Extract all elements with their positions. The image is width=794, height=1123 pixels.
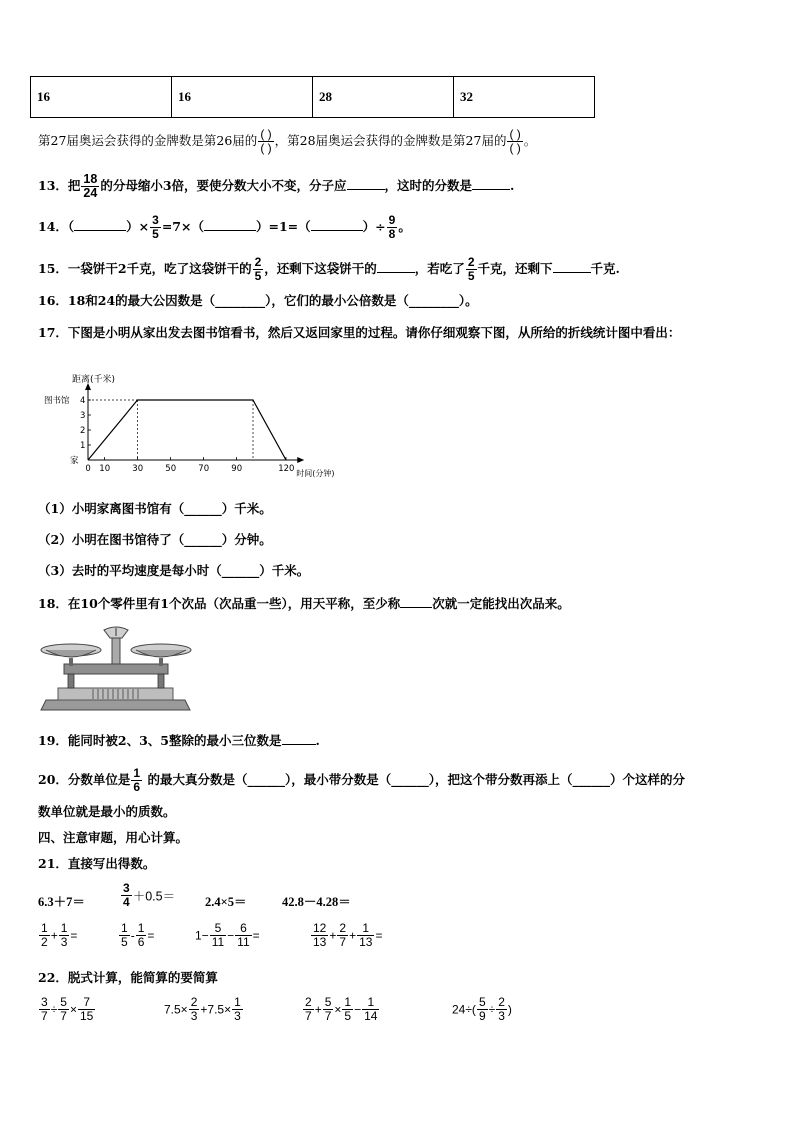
fraction-denominator: 3 [60,935,68,949]
calc-item [310,922,382,949]
fraction-denominator: 3 [190,1009,198,1023]
operator: + [50,928,58,943]
fraction-numerator: 2 [305,995,312,1009]
x-tick-label: 0 [85,464,91,474]
fraction [39,922,50,949]
fraction-denominator: 14 [364,1009,378,1023]
fraction-numerator: 9 [388,213,396,227]
fraction-numerator: 2 [467,255,475,269]
fraction-numerator: 1 [41,921,48,935]
fraction-denominator: 13 [359,935,373,949]
question-17-2: （2）小明在图书馆待了（______）分钟。 [38,532,272,547]
fraction-numerator: 1 [137,921,145,935]
fraction-numerator: ( ) [260,127,272,141]
fraction-denominator: 5 [121,935,128,949]
calc-item: 2.4×5＝ [205,895,247,909]
calc-item [38,922,77,949]
fraction-numerator: 1 [121,921,128,935]
fraction-denominator: 3 [498,1009,505,1023]
question-17-1: （1）小明家离图书馆有（______）千米。 [38,501,272,516]
fraction-denominator: 24 [83,186,98,200]
y-label-library: 图书馆 [44,396,70,406]
fraction [58,996,69,1023]
table-row [31,77,595,118]
answer-blank[interactable] [377,260,415,273]
question-22: 22．脱式计算，能简算的要简算 [38,970,218,985]
question-text: ）=1=（ [255,219,311,234]
table-cell: 28 [313,77,454,118]
operand: 7.5× [164,1002,188,1017]
operand: 24÷( [452,1002,476,1017]
y-tick-label: 4 [80,396,86,406]
calc-item [120,882,175,909]
operator: + [349,928,357,943]
balance-scale-image [38,622,193,714]
operator: − [227,928,235,943]
question-number: 14．（ [38,219,75,234]
table-cell: 16 [31,77,172,118]
question-text: 的最大真分数是（______），最小带分数是（______），把这个带分数再添上（______）个这样的分 [143,772,685,787]
operand: ) [507,1002,512,1017]
y-axis-label: 距离(千米) [72,375,116,385]
operator: - [130,928,135,943]
answer-blank[interactable] [400,595,432,608]
fraction [466,256,477,283]
fraction-numerator: 5 [324,995,332,1009]
fraction-numerator: ( ) [509,127,521,141]
x-tick-label: 70 [198,464,210,474]
calc-item [452,996,512,1023]
question-15 [38,256,620,283]
calc-item: 6.3＋7＝ [38,895,85,909]
table-cell: 32 [454,77,595,118]
fraction-numerator: 6 [240,921,247,935]
fraction-numerator: 5 [478,995,486,1009]
fraction [131,767,142,794]
fraction-denominator: 8 [388,227,396,241]
medal-table [30,76,595,118]
fraction [311,922,328,949]
fraction-numerator: 1 [133,766,141,780]
answer-blank[interactable] [472,177,510,190]
fraction [357,922,374,949]
x-axis-label: 时间(分钟) [296,469,335,478]
fraction [39,996,50,1023]
question-text: 千克，还剩下 [477,261,553,276]
fraction-denominator: 5 [152,227,159,241]
x-tick-label: 50 [165,464,177,474]
question-text: 。 [398,219,411,234]
operator: = [252,928,260,943]
fraction-numerator: 1 [234,995,241,1009]
fraction-denominator: 9 [478,1009,486,1023]
answer-blank[interactable] [204,218,256,231]
fraction-numerator: 5 [60,995,67,1009]
question-number: 13．把 [38,178,81,193]
fraction [136,922,147,949]
fraction-denominator: 6 [137,935,145,949]
operator: − [354,1002,362,1017]
fraction [387,214,398,241]
x-axis-arrow [297,457,304,463]
fraction-denominator: 15 [79,1009,94,1023]
fraction-denominator: 2 [41,935,48,949]
fraction-denominator: 7 [41,1009,48,1023]
fraction [323,996,334,1023]
question-text: ，若吃了 [414,261,465,276]
question-text: 20．分数单位是 [38,772,131,787]
fraction-denominator: 5 [254,269,262,283]
operator: + [329,928,337,943]
operand: 1− [195,928,209,943]
y-tick-label: 2 [80,426,86,436]
blank-fraction [258,128,273,155]
fraction-denominator: 7 [60,1009,67,1023]
fraction [210,922,226,949]
fraction-denominator: 6 [133,780,141,794]
fraction [342,996,353,1023]
question-text: 19．能同时被2、3、5整除的最小三位数是 [38,733,282,748]
question-text: ）÷ [362,219,386,234]
fraction-numerator: 5 [214,921,222,935]
calc-item [164,996,244,1023]
y-tick-label: 3 [80,411,86,421]
calc-item [195,922,260,949]
x-tick-label: 10 [99,464,111,474]
operator: + [314,1002,322,1017]
x-tick-label: 30 [132,464,144,474]
fraction [362,996,379,1023]
question-text: ，还剩下这袋饼干的 [264,261,377,276]
question-text: ，这时的分数是 [384,178,473,193]
calc-text: ＋0.5＝ [132,889,176,904]
fraction [78,996,95,1023]
question-text: 次就一定能找出次品来。 [432,596,570,611]
calc-item [38,996,96,1023]
question-text: . [315,733,320,748]
fraction-numerator: 1 [367,995,375,1009]
fraction-numerator: 2 [339,921,347,935]
fraction-denominator: 11 [237,935,250,949]
fraction-numerator: 2 [190,995,198,1009]
fraction-denominator: 11 [211,935,225,949]
x-tick-label: 90 [231,464,243,474]
question-18 [38,595,570,612]
fraction [303,996,314,1023]
question-text: 。 [523,133,537,148]
operator: = [375,928,383,943]
y-label-home: 家 [70,456,79,466]
question-20 [38,767,685,794]
fraction-numerator: 1 [362,921,370,935]
question-text: 千克. [590,261,620,276]
question-text: 15．一袋饼干2千克，吃了这袋饼干的 [38,261,252,276]
question-olympic [38,128,536,155]
table-cell: 16 [172,77,313,118]
blank-fraction [507,128,522,155]
answer-blank[interactable] [347,177,385,190]
question-14 [38,214,411,241]
fraction [253,256,264,283]
question-text: 的分母缩小3倍，要使分数大小不变，分子应 [100,178,347,193]
question-20-cont: 数单位就是最小的质数。 [38,804,176,819]
fraction-denominator: ( ) [509,141,521,155]
fraction [81,173,99,200]
question-text: 第27届奥运会获得的金牌数是第26届的 [38,133,258,148]
fraction [337,922,348,949]
question-17: 17．下图是小明从家出发去图书馆看书，然后又返回家里的过程。请你仔细观察下图，从所给的折线统计图中看出： [38,325,681,340]
fraction-denominator: 7 [339,935,347,949]
operator: × [69,1002,77,1017]
fraction-numerator: 2 [254,255,262,269]
question-text: ，第28届奥运会获得的金牌数是第27届的 [274,133,507,148]
fraction-denominator: 5 [467,269,475,283]
fraction-numerator: 1 [344,995,352,1009]
question-13 [38,173,514,200]
question-text: ）× [126,219,150,234]
fraction [59,922,70,949]
question-text: . [510,178,515,193]
answer-blank[interactable] [553,260,591,273]
fraction [121,882,132,909]
fraction [477,996,488,1023]
fraction-denominator: 13 [313,935,327,949]
operator: × [334,1002,342,1017]
question-text: =7×（ [161,219,204,234]
x-tick-label: 120 [278,464,295,474]
series-line [88,400,286,460]
operator: +7.5× [200,1002,232,1017]
fraction [119,922,130,949]
fraction-numerator: 1 [60,921,68,935]
fraction-denominator: ( ) [260,141,272,155]
fraction-denominator: 7 [305,1009,312,1023]
fraction [189,996,200,1023]
fraction-denominator: 3 [234,1009,241,1023]
fraction-denominator: 7 [324,1009,332,1023]
distance-time-chart [36,350,335,490]
operator: ÷ [488,1002,496,1017]
fraction-numerator: 3 [41,995,48,1009]
question-21: 21．直接写出得数。 [38,856,156,871]
section-title: 四、注意审题，用心计算。 [38,830,189,845]
answer-blank[interactable] [311,218,363,231]
fraction-denominator: 4 [123,895,130,909]
question-16: 16．18和24的最大公因数是（________），它们的最小公倍数是（________）。 [38,293,478,308]
fraction-numerator: 2 [498,995,505,1009]
operator: ÷ [50,1002,58,1017]
fraction-numerator: 7 [83,995,90,1009]
calc-item: 42.8－4.28＝ [282,895,351,909]
fraction-numerator: 12 [313,921,327,935]
fraction [496,996,507,1023]
operator: = [147,928,155,943]
question-text: 18．在10个零件里有1个次品（次品重一些），用天平称，至少称 [38,596,401,611]
fraction [232,996,243,1023]
fraction [235,922,251,949]
fraction [150,214,161,241]
fraction-numerator: 18 [83,172,98,186]
fraction-numerator: 3 [123,881,130,895]
operator: = [70,928,78,943]
calc-item [118,922,154,949]
fraction-denominator: 5 [344,1009,352,1023]
question-19 [38,732,320,749]
answer-blank[interactable] [74,218,126,231]
answer-blank[interactable] [282,732,316,745]
fraction-numerator: 3 [152,213,159,227]
calc-item [302,996,380,1023]
question-17-3: （3）去时的平均速度是每小时（______）千米。 [38,563,310,578]
y-tick-label: 1 [80,441,86,451]
